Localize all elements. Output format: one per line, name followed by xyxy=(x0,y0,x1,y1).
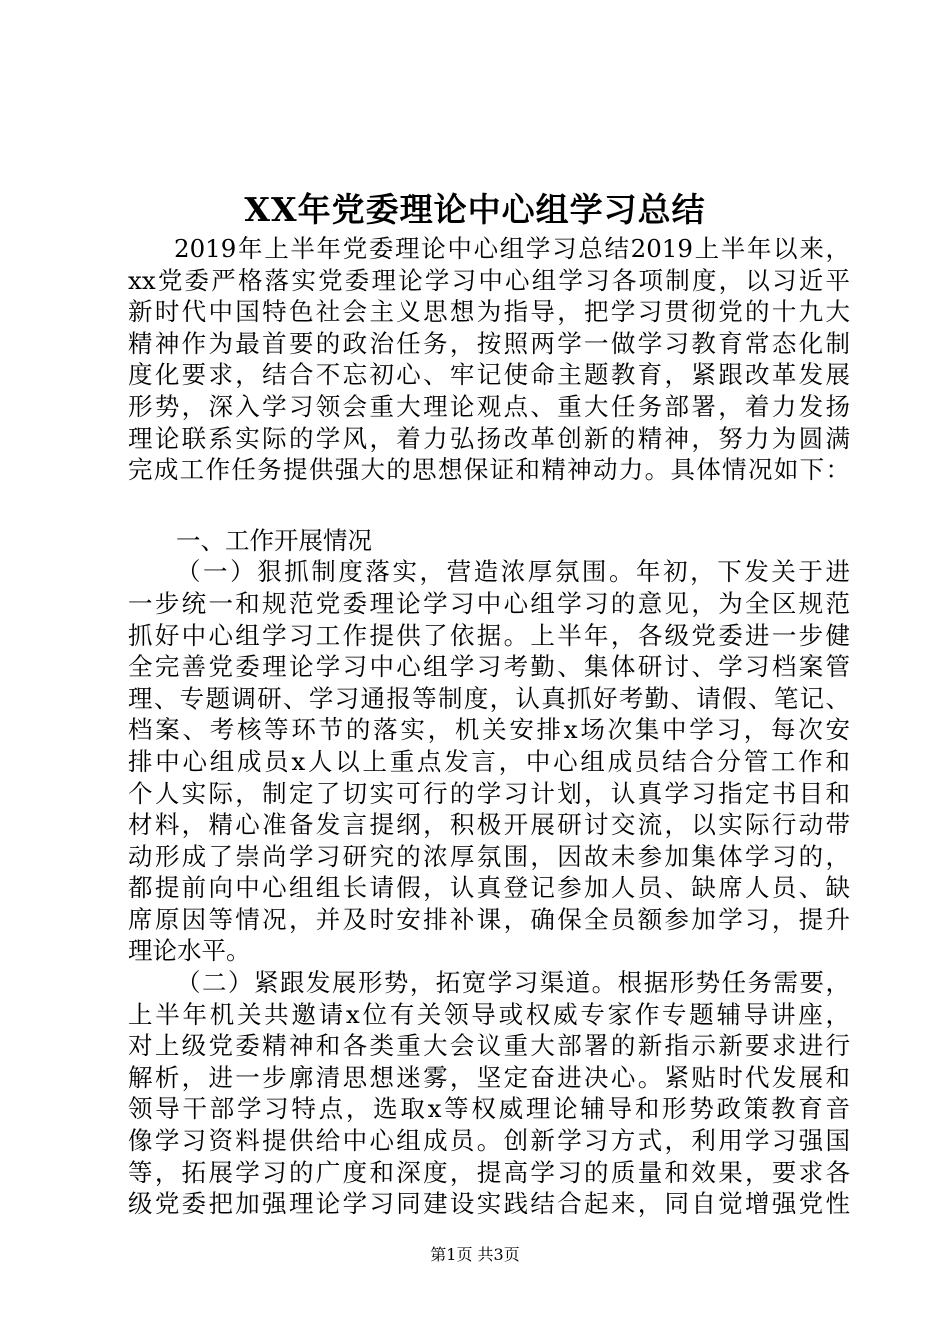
document-title: XX年党委理论中心组学习总结 xyxy=(244,190,706,229)
text-line: （二）紧跟发展形势，拓宽学习渠道。根据形势任务需要， xyxy=(176,968,850,998)
text-line: 级党委把加强理论学习同建设实践结合起来，同自觉增强党性 xyxy=(128,1189,850,1219)
text-line: 都提前向中心组组长请假，认真登记参加人员、缺席人员、缺 xyxy=(128,873,850,903)
text-line: 2019年上半年党委理论中心组学习总结2019上半年以来， xyxy=(174,234,850,263)
text-line: 等，拓展学习的广度和深度，提高学习的质量和效果，要求各 xyxy=(128,1157,850,1187)
text-line: 档案、考核等环节的落实，机关安排x场次集中学习，每次安 xyxy=(128,715,850,745)
text-line: 解析，进一步廓清思想迷雾，坚定奋进决心。紧贴时代发展和 xyxy=(128,1062,850,1092)
text-line: 材料，精心准备发言提纲，积极开展研讨交流，以实际行动带 xyxy=(128,810,850,840)
paragraph-1 xyxy=(128,556,850,967)
section-heading: 一、工作开展情况 xyxy=(176,525,372,555)
text-line: xx党委严格落实党委理论学习中心组学习各项制度，以习近平 xyxy=(128,265,850,295)
text-line: 上半年机关共邀请x位有关领导或权威专家作专题辅导讲座， xyxy=(128,999,850,1029)
text-line: 理、专题调研、学习通报等制度，认真抓好考勤、请假、笔记、 xyxy=(128,683,850,713)
text-line: 对上级党委精神和各类重大会议重大部署的新指示新要求进行 xyxy=(128,1031,850,1061)
text-line: 新时代中国特色社会主义思想为指导，把学习贯彻党的十九大 xyxy=(128,297,850,327)
text-line: （一）狠抓制度落实，营造浓厚氛围。年初，下发关于进 xyxy=(176,557,850,587)
text-line: 席原因等情况，并及时安排补课，确保全员额参加学习，提升 xyxy=(128,904,850,934)
page-number-footer: 第1页 共3页 xyxy=(430,1245,520,1264)
text-line: 像学习资料提供给中心组成员。创新学习方式，利用学习强国 xyxy=(128,1126,850,1156)
text-line: 动形成了崇尚学习研究的浓厚氛围，因故未参加集体学习的， xyxy=(128,841,850,871)
text-line: 理论水平。 xyxy=(128,936,251,966)
text-line: 完成工作任务提供强大的思想保证和精神动力。具体情况如下： xyxy=(128,455,850,485)
intro-paragraph xyxy=(128,233,850,486)
text-line: 个人实际，制定了切实可行的学习计划，认真学习指定书目和 xyxy=(128,778,850,808)
text-line: 排中心组成员x人以上重点发言，中心组成员结合分管工作和 xyxy=(128,746,850,776)
text-line: 一步统一和规范党委理论学习中心组学习的意见，为全区规范 xyxy=(128,588,850,618)
text-line: 精神作为最首要的政治任务，按照两学一做学习教育常态化制 xyxy=(128,328,850,358)
text-line: 抓好中心组学习工作提供了依据。上半年，各级党委进一步健 xyxy=(128,620,850,650)
text-line: 形势，深入学习领会重大理论观点、重大任务部署，着力发扬 xyxy=(128,391,850,421)
text-line: 理论联系实际的学风，着力弘扬改革创新的精神，努力为圆满 xyxy=(128,423,850,453)
paragraph-2 xyxy=(128,967,850,1220)
document-body xyxy=(128,233,850,1220)
text-line: 领导干部学习特点，选取x等权威理论辅导和形势政策教育音 xyxy=(128,1094,850,1124)
text-line: 全完善党委理论学习中心组学习考勤、集体研讨、学习档案管 xyxy=(128,652,850,682)
paragraph-gap xyxy=(128,486,850,525)
text-line: 度化要求，结合不忘初心、牢记使命主题教育，紧跟改革发展 xyxy=(128,360,850,390)
